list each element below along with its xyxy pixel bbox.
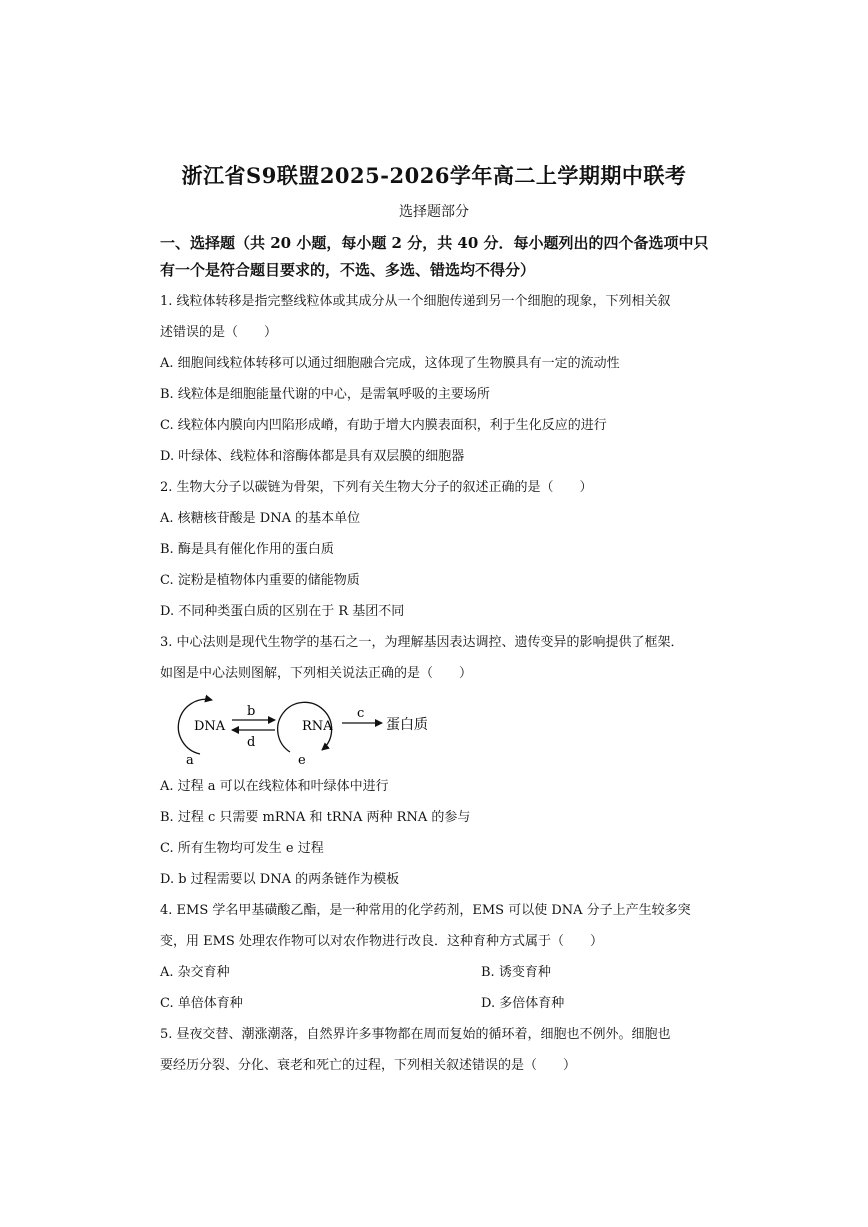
q4-option-b: B. 诱变育种 [481,965,551,980]
q3-option-b: B. 过程 c 只需要 mRNA 和 tRNA 两种 RNA 的参与 [160,810,471,825]
q4-stem-line2: 变，用 EMS 处理农作物可以对农作物进行改良．这种育种方式属于（ ） [160,934,603,949]
label-a: a [186,753,194,768]
q2-option-c: C. 淀粉是植物体内重要的储能物质 [160,573,360,588]
dna-node: DNA [194,719,226,734]
section-heading-line1: 一、选择题（共 20 小题，每小题 2 分，共 40 分．每小题列出的四个备选项中只 [160,234,709,252]
q5-stem-line1: 5. 昼夜交替、潮涨潮落，自然界许多事物都在周而复始的循环着，细胞也不例外。细胞也 [160,1027,671,1042]
q4-option-a: A. 杂交育种 [160,965,230,980]
central-dogma-diagram [160,692,450,768]
q3-option-a: A. 过程 a 可以在线粒体和叶绿体中进行 [160,779,389,794]
exam-title: 浙江省S9联盟2025-2026学年高二上学期期中联考 [181,163,687,188]
q1-option-a: A. 细胞间线粒体转移可以通过细胞融合完成，这体现了生物膜具有一定的流动性 [160,356,620,371]
q3-option-c: C. 所有生物均可发生 e 过程 [160,841,324,856]
q5-stem-line2: 要经历分裂、分化、衰老和死亡的过程，下列相关叙述错误的是（ ） [160,1058,577,1073]
q1-option-d: D. 叶绿体、线粒体和溶酶体都是具有双层膜的细胞器 [160,449,465,464]
q1-stem-line1: 1. 线粒体转移是指完整线粒体或其成分从一个细胞传递到另一个细胞的现象，下列相关叙 [160,294,671,309]
q4-option-d: D. 多倍体育种 [481,996,565,1011]
label-e: e [298,753,306,768]
q2-option-d: D. 不同种类蛋白质的区别在于 R 基团不同 [160,604,405,619]
rna-node: RNA [302,719,333,734]
q4-option-c: C. 单倍体育种 [160,996,243,1011]
label-c: c [357,706,365,721]
q1-option-b: B. 线粒体是细胞能量代谢的中心，是需氧呼吸的主要场所 [160,387,490,402]
section-subtitle: 选择题部分 [399,204,469,220]
label-d: d [247,735,256,750]
section-heading-line2: 有一个是符合题目要求的，不选、多选、错选均不得分） [160,261,536,279]
q3-stem-line2: 如图是中心法则图解，下列相关说法正确的是（ ） [160,666,473,681]
label-b: b [247,704,256,719]
protein-node: 蛋白质 [386,717,428,733]
q4-stem-line1: 4. EMS 学名甲基磺酸乙酯，是一种常用的化学药剂，EMS 可以使 DNA 分子上产生较多突 [160,903,691,918]
q1-stem-line2: 述错误的是（ ） [160,325,278,340]
q1-option-c: C. 线粒体内膜向内凹陷形成嵴，有助于增大内膜表面积，利于生化反应的进行 [160,418,607,433]
q3-option-d: D. b 过程需要以 DNA 的两条链作为模板 [160,872,400,887]
q2-stem: 2. 生物大分子以碳链为骨架，下列有关生物大分子的叙述正确的是（ ） [160,480,593,495]
q2-option-a: A. 核糖核苷酸是 DNA 的基本单位 [160,511,361,526]
q2-option-b: B. 酶是具有催化作用的蛋白质 [160,542,334,557]
q3-stem-line1: 3. 中心法则是现代生物学的基石之一，为理解基因表达调控、遗传变异的影响提供了框架． [160,635,684,650]
